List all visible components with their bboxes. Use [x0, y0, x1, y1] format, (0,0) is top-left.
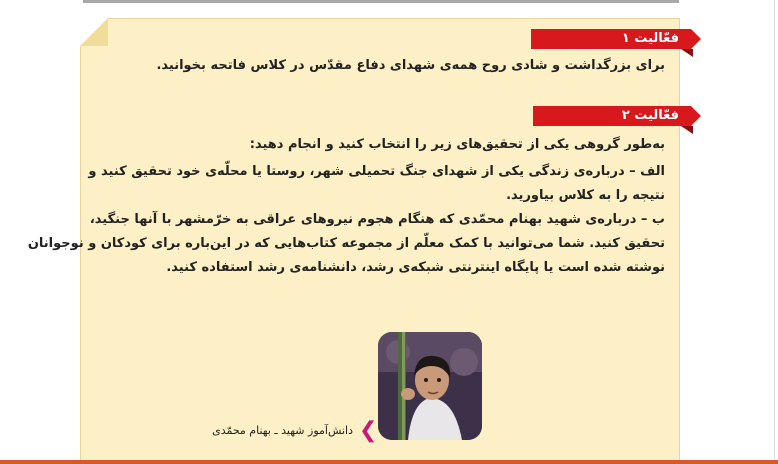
activity-1-title: فعّالیت ۱ [621, 31, 679, 46]
activity-2-option-b-line2: تحقیق کنید. شما می‌توانید با کمک معلّم از مجموعه کتاب‌هایی که در این‌باره برای کودکان و نوجوانان [27, 236, 665, 251]
top-divider [83, 0, 679, 3]
activity-1-banner [531, 29, 691, 49]
martyr-photo-illustration [378, 332, 482, 440]
activity-2-option-a-line1: الف – درباره‌ی زندگی یکی از شهدای جنگ تحمیلی شهر، روستا یا محلّه‌ی خود تحقیق کنید و [88, 164, 665, 179]
activity-2-option-a-line2: نتیجه را به کلاس بیاورید. [506, 188, 665, 203]
caption-marker-icon: ❮ [359, 418, 378, 443]
activity-2-banner [533, 106, 691, 126]
page-edge [774, 0, 775, 460]
martyr-photo [378, 332, 482, 440]
banner-fold-shadow [681, 126, 693, 134]
activity-2-intro: به‌طور گروهی یکی از تحقیق‌های زیر را انتخاب کنید و انجام دهید: [249, 137, 665, 152]
banner-fold-shadow [681, 49, 693, 57]
activity-2-option-b-line1: ب – درباره‌ی شهید بهنام محمّدی که هنگام هجوم نیروهای عراقی به خرّمشهر با آنها جنگید، [89, 212, 665, 227]
activity-2-option-b-line3: نوشته شده است یا پایگاه اینترنتی شبکه‌ی رشد، دانشنامه‌ی رشد استفاده کنید. [166, 260, 665, 275]
folded-corner [80, 18, 108, 46]
activity-2-title: فعّالیت ۲ [621, 108, 679, 123]
activity-1-text: برای بزرگداشت و شادی روح همه‌ی شهدای دفاع مقدّس در کلاس فاتحه بخوانید. [156, 58, 665, 73]
photo-caption: دانش‌آموز شهید ـ بهنام محمّدی [212, 424, 353, 437]
bottom-accent-bar [0, 460, 778, 464]
